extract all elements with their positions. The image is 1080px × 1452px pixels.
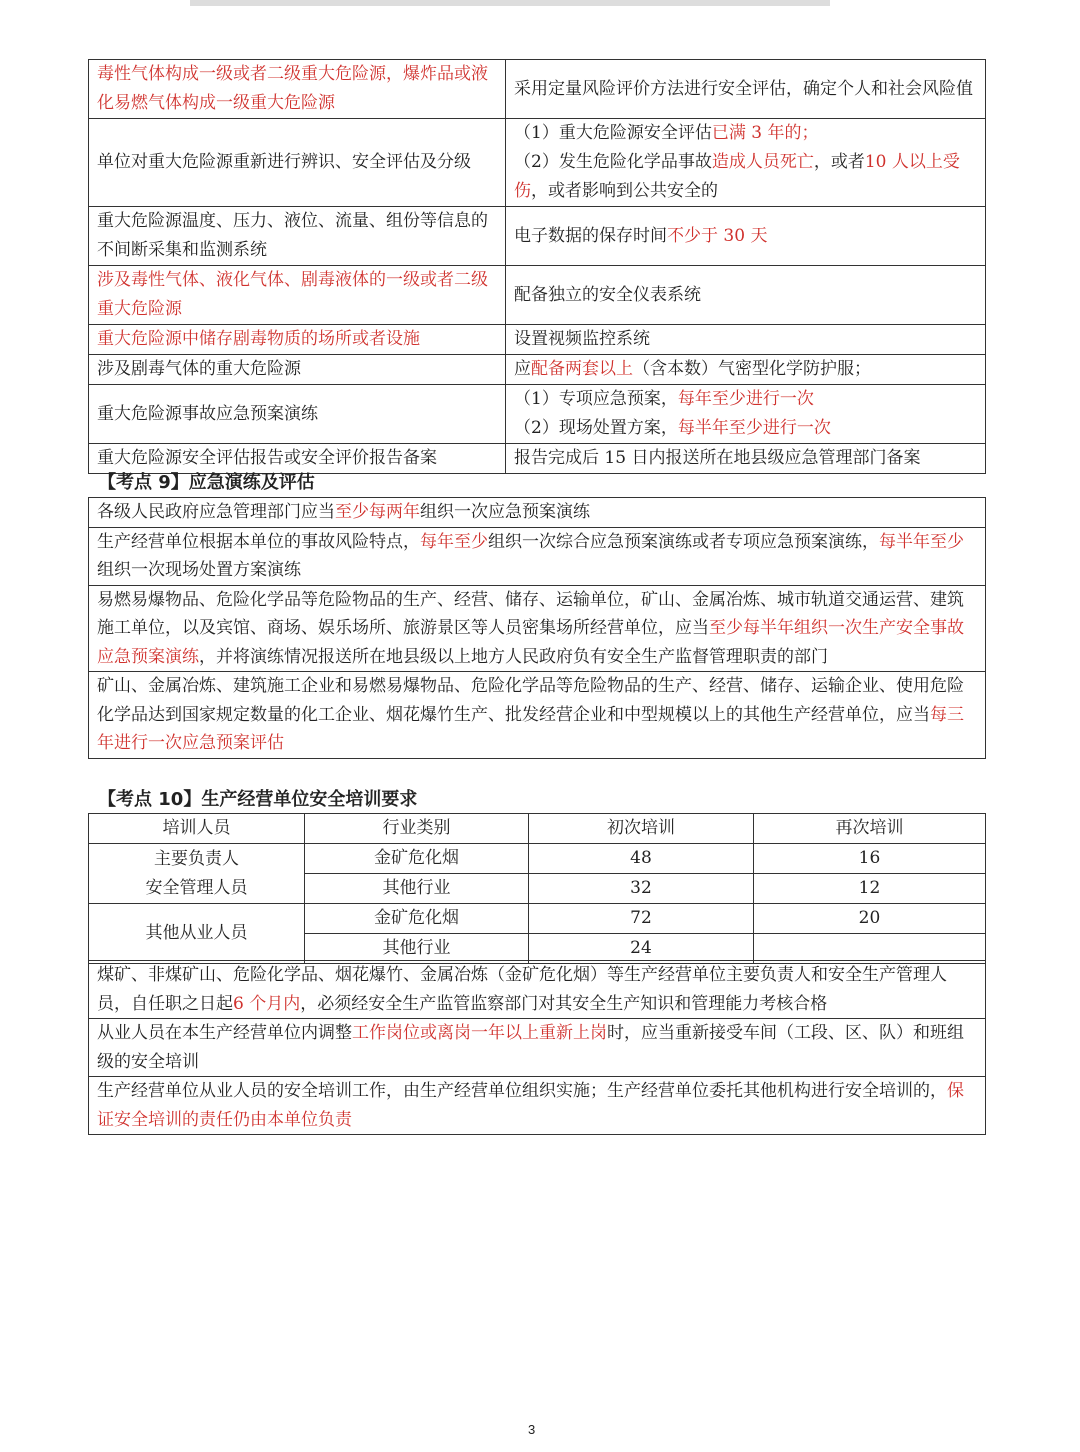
header-retraining: 再次培训 <box>754 814 986 844</box>
text-run: ，并将演练情况报送所在地县级以上地方人民政府负有安全生产监督管理职责的部门 <box>199 646 828 667</box>
highlight-text: 已满 3 年的； <box>711 123 819 143</box>
top-cutoff-strip <box>190 0 830 6</box>
text-run: （1）专项应急预案， <box>514 389 678 409</box>
rule-item <box>89 1019 985 1077</box>
text-run: 时，应当重新接受车间（工段、区、队）和班组级的安全培训 <box>97 1023 964 1072</box>
text-run: 单位对重大危险源重新进行辨识、安全评估及分级 <box>97 152 471 172</box>
section-10-list <box>88 960 986 1135</box>
condition-cell <box>89 207 506 266</box>
retrain-hours: 20 <box>754 904 986 934</box>
industry-cell: 金矿危化烟 <box>305 904 529 934</box>
text-run: 生产经营单位根据本单位的事故风险特点， <box>97 531 420 552</box>
text-run: 易燃易爆物品、危险化学品等危险物品的生产、经营、储存、运输单位，矿山、金属冶炼、城市轨道交通运营、建筑施工单位，以及宾馆、商场、娱乐场所、旅游景区等人员密集场所经营单位，应当 <box>97 589 964 638</box>
rule-item <box>89 961 985 1019</box>
text-run: 设置视频监控系统 <box>514 329 650 349</box>
section-9-title: 【考点 9】应急演练及评估 <box>98 472 315 493</box>
text-run: 从业人员在本生产经营单位内调整 <box>97 1023 352 1043</box>
condition-cell <box>89 266 506 325</box>
hazard-table-row <box>89 355 986 385</box>
highlight-text: 至少每半年组织一次生产安全事故应急预案演练 <box>97 618 964 667</box>
initial-hours: 32 <box>529 874 754 904</box>
text-run: （1）重大危险源安全评估 <box>514 123 712 143</box>
text-run: （2）现场处置方案， <box>514 418 678 438</box>
rule-item <box>89 672 985 758</box>
condition-cell <box>89 119 506 207</box>
text-run: 重大危险源温度、压力、液位、流量、组份等信息的不间断采集和监测系统 <box>97 211 488 260</box>
text-run: 组织一次综合应急预案演练或者专项应急预案演练， <box>488 531 879 552</box>
industry-cell: 金矿危化烟 <box>305 844 529 874</box>
requirement-cell <box>506 385 986 444</box>
requirement-cell <box>506 119 986 207</box>
text-run: 配备独立的安全仪表系统 <box>514 284 701 305</box>
requirement-cell <box>506 60 986 119</box>
highlight-text: 每半年至少 <box>879 531 964 552</box>
highlight-text: 保证安全培训的责任仍由本单位负责 <box>97 1081 964 1130</box>
hazard-table-row <box>89 444 986 474</box>
text-run: 重大危险源事故应急预案演练 <box>97 403 318 424</box>
highlight-text: 每年至少进行一次 <box>677 389 814 409</box>
group-managers-line1: 主要负责人 <box>154 848 239 869</box>
text-run: 采用定量风险评价方法进行安全评估，确定个人和社会风险值 <box>514 78 973 99</box>
initial-hours: 48 <box>529 844 754 874</box>
text-run: 涉及剧毒气体的重大危险源 <box>97 359 301 379</box>
industry-cell: 其他行业 <box>305 874 529 904</box>
rule-item <box>89 1077 985 1134</box>
text-run: ，或者影响到公共安全的 <box>531 181 718 201</box>
highlight-text: 每半年至少进行一次 <box>677 418 831 438</box>
requirement-cell <box>506 207 986 266</box>
requirement-cell <box>506 325 986 355</box>
hazard-table-row <box>89 207 986 266</box>
text-run: 煤矿、非煤矿山、危险化学品、烟花爆竹、金属冶炼（金矿危化烟）等生产经营单位主要负责人和安全生产管理人员，自任职之日起 <box>97 965 947 1014</box>
text-run: 生产经营单位从业人员的安全培训工作，由生产经营单位组织实施；生产经营单位委托其他机构进行安全培训的， <box>97 1081 947 1101</box>
highlight-text: 工作岗位或离岗一年以上重新上岗 <box>352 1023 607 1043</box>
hazard-source-table <box>88 59 986 474</box>
text-run: 应 <box>514 359 531 379</box>
highlight-text: 不少于 30 天 <box>667 225 768 246</box>
rule-item <box>89 498 985 528</box>
text-run: 矿山、金属冶炼、建筑施工企业和易燃易爆物品、危险化学品等危险物品的生产、经营、储存、运输企业、使用危险化学品达到国家规定数量的化工企业、烟花爆竹生产、批发经营企业和中型规模以上的其他生产经营单位，应当 <box>97 676 964 725</box>
section-10-title: 【考点 10】生产经营单位安全培训要求 <box>98 789 418 810</box>
group-managers-line2: 安全管理人员 <box>145 877 248 898</box>
requirement-cell <box>506 355 986 385</box>
text-run: （2）发生危险化学品事故 <box>514 152 712 172</box>
highlight-text: 涉及毒性气体、液化气体、剧毒液体的一级或者二级重大危险源 <box>97 270 488 319</box>
hazard-table-row <box>89 119 986 207</box>
header-initial: 初次培训 <box>529 814 754 844</box>
highlight-text: 造成人员死亡 <box>711 152 814 172</box>
retrain-hours: 12 <box>754 874 986 904</box>
highlight-text: 配备两套以上 <box>531 359 633 379</box>
initial-hours: 24 <box>529 934 754 964</box>
hazard-table-row <box>89 385 986 444</box>
training-hours-table <box>88 813 986 964</box>
requirement-cell <box>506 444 986 474</box>
text-run: 组织一次现场处置方案演练 <box>97 560 301 580</box>
text-run: （含本数）气密型化学防护服； <box>633 359 871 379</box>
rule-item <box>89 528 985 586</box>
condition-cell <box>89 444 506 474</box>
text-run: ，或者 <box>813 152 865 172</box>
highlight-text: 毒性气体构成一级或者二级重大危险源，爆炸品或液化易燃气体构成一级重大危险源 <box>97 64 488 113</box>
highlight-text: 10 人以上受伤 <box>514 152 960 201</box>
text-run: 报告完成后 15 日内报送所在地县级应急管理部门备案 <box>514 448 921 468</box>
highlight-text: 6 个月内 <box>233 993 301 1014</box>
text-run: 电子数据的保存时间 <box>514 225 667 246</box>
initial-hours: 72 <box>529 904 754 934</box>
condition-cell <box>89 355 506 385</box>
highlight-text: 至少每两年 <box>335 502 420 522</box>
text-run: 组织一次应急预案演练 <box>420 502 590 522</box>
condition-cell <box>89 385 506 444</box>
condition-cell <box>89 60 506 119</box>
hazard-table-row <box>89 266 986 325</box>
section-9-list <box>88 497 986 759</box>
text-run: 各级人民政府应急管理部门应当 <box>97 502 335 522</box>
hazard-table-row <box>89 60 986 119</box>
group-other-staff: 其他从业人员 <box>89 904 305 964</box>
industry-cell: 其他行业 <box>305 934 529 964</box>
header-personnel: 培训人员 <box>89 814 305 844</box>
retrain-hours <box>754 934 986 964</box>
hazard-table-row <box>89 325 986 355</box>
page-number: 3 <box>528 1422 536 1437</box>
header-industry: 行业类别 <box>305 814 529 844</box>
highlight-text: 每三年进行一次应急预案评估 <box>97 704 964 753</box>
requirement-cell <box>506 266 986 325</box>
retrain-hours: 16 <box>754 844 986 874</box>
rule-item <box>89 586 985 673</box>
condition-cell <box>89 325 506 355</box>
highlight-text: 每年至少 <box>420 531 488 552</box>
text-run: 重大危险源安全评估报告或安全评价报告备案 <box>97 448 437 468</box>
highlight-text: 重大危险源中储存剧毒物质的场所或者设施 <box>97 329 420 349</box>
text-run: ，必须经安全生产监管监察部门对其安全生产知识和管理能力考核合格 <box>300 993 828 1014</box>
group-managers <box>89 844 305 904</box>
